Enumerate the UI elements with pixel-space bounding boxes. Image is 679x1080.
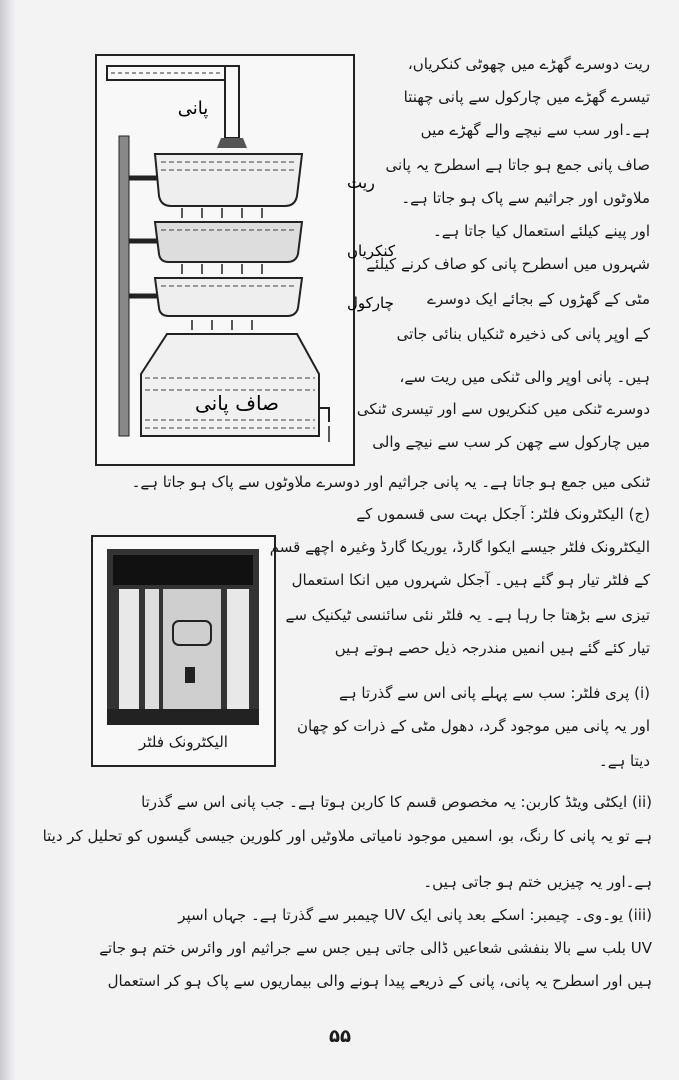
text-line: ہے۔اور سب سے نیچے والے گھڑے میں — [420, 121, 650, 139]
filter-pots-diagram — [95, 54, 395, 466]
text-line: اور پینے کیلئے استعمال کیا جاتا ہے۔ — [432, 222, 650, 240]
label-water-top: پانی — [177, 98, 209, 119]
label-clean-water: صاف پانی — [194, 391, 280, 415]
text-line: UV بلب سے بالا بنفشی شعاعیں ڈالی جاتی ہیں جس سے جراثیم اور وائرس ختم ہو جاتے — [99, 939, 652, 957]
text-line: ہیں۔ پانی اوپر والی ٹنکی میں ریت سے، — [399, 368, 650, 386]
text-line: الیکٹرونک فلٹر جیسے ایکوا گارڈ، یوریکا گارڈ وغیرہ اچھے قسم — [269, 538, 650, 556]
text-line: دوسرے ٹنکی میں کنکریوں سے اور تیسری ٹنکی — [356, 400, 650, 418]
text-line: ہے۔اور یہ چیزیں ختم ہو جاتی ہیں۔ — [423, 873, 652, 891]
label-sand: ریت — [347, 173, 375, 192]
text-line: دیتا ہے۔ — [598, 752, 650, 770]
text-line: اور یہ پانی میں موجود گرد، دھول مٹی کے ذرات کو چھان — [297, 717, 650, 735]
text-line: کے اوپر پانی کی ذخیرہ ٹنکیاں بنائی جاتی — [396, 325, 650, 343]
text-line: (i) پری فلٹر: سب سے پہلے پانی اس سے گذرتا ہے — [339, 684, 650, 702]
electronic-filter-figure — [91, 535, 276, 767]
text-line: ٹنکی میں جمع ہو جاتا ہے۔ یہ پانی جراثیم اور دوسرے ملاوٹوں سے پاک ہو جاتا ہے۔ — [131, 473, 650, 491]
book-spine-shadow — [0, 0, 16, 1080]
text-line: ہے تو یہ پانی کا رنگ، بو، اسمیں موجود نامیاتی ملاوٹیں اور کلورین جیسی گیسوں کو تحلیل کر دیتا — [42, 827, 652, 845]
label-charcoal: چارکول — [347, 294, 394, 312]
page-number: ۵۵ — [329, 1026, 351, 1047]
text-line: (iii) یو۔وی۔ چیمبر: اسکے بعد پانی ایک UV چیمبر سے گذرتا ہے۔ جہاں اسپر — [178, 906, 652, 924]
text-line: کے فلٹر تیار ہو گئے ہیں۔ آجکل شہروں میں انکا استعمال — [291, 571, 650, 589]
text-line: صاف پانی جمع ہو جاتا ہے اسطرح یہ پانی — [385, 156, 650, 174]
text-line: شہروں میں اسطرح پانی کو صاف کرنے کیلئے — [366, 255, 650, 273]
text-line: میں چارکول سے چھن کر سب سے نیچے والی — [372, 433, 650, 451]
text-line: تیزی سے بڑھتا جا رہا ہے۔ یہ فلٹر نئی سائنسی ٹیکنیک سے — [285, 606, 650, 624]
text-line: مٹی کے گھڑوں کے بجائے ایک دوسرے — [427, 290, 650, 308]
text-line: تیار کئے گئے ہیں انمیں مندرجہ ذیل حصے ہوتے ہیں — [334, 639, 650, 657]
section-heading-electronic-filter: (ج) الیکٹرونک فلٹر: آجکل بہت سی قسموں کے — [356, 505, 650, 523]
text-line: ملاوٹوں اور جراثیم سے پاک ہو جاتا ہے۔ — [401, 189, 650, 207]
text-line: ہیں اور اسطرح یہ پانی، پانی کے ذریعے پیدا ہونے والی بیماریوں سے پاک ہو کر استعمال — [107, 972, 652, 990]
text-line: ریت دوسرے گھڑے میں چھوٹی کنکریاں، — [407, 55, 650, 73]
text-line: تیسرے گھڑے میں چارکول سے پانی چھنتا — [403, 88, 650, 106]
text-line: (ii) ایکٹی ویٹڈ کاربن: یہ مخصوص قسم کا کاربن ہوتا ہے۔ جب پانی اس سے گذرتا — [141, 793, 652, 811]
electronic-filter-caption: الیکٹرونک فلٹر — [139, 733, 228, 751]
label-gravel: کنکریاں — [347, 242, 395, 260]
